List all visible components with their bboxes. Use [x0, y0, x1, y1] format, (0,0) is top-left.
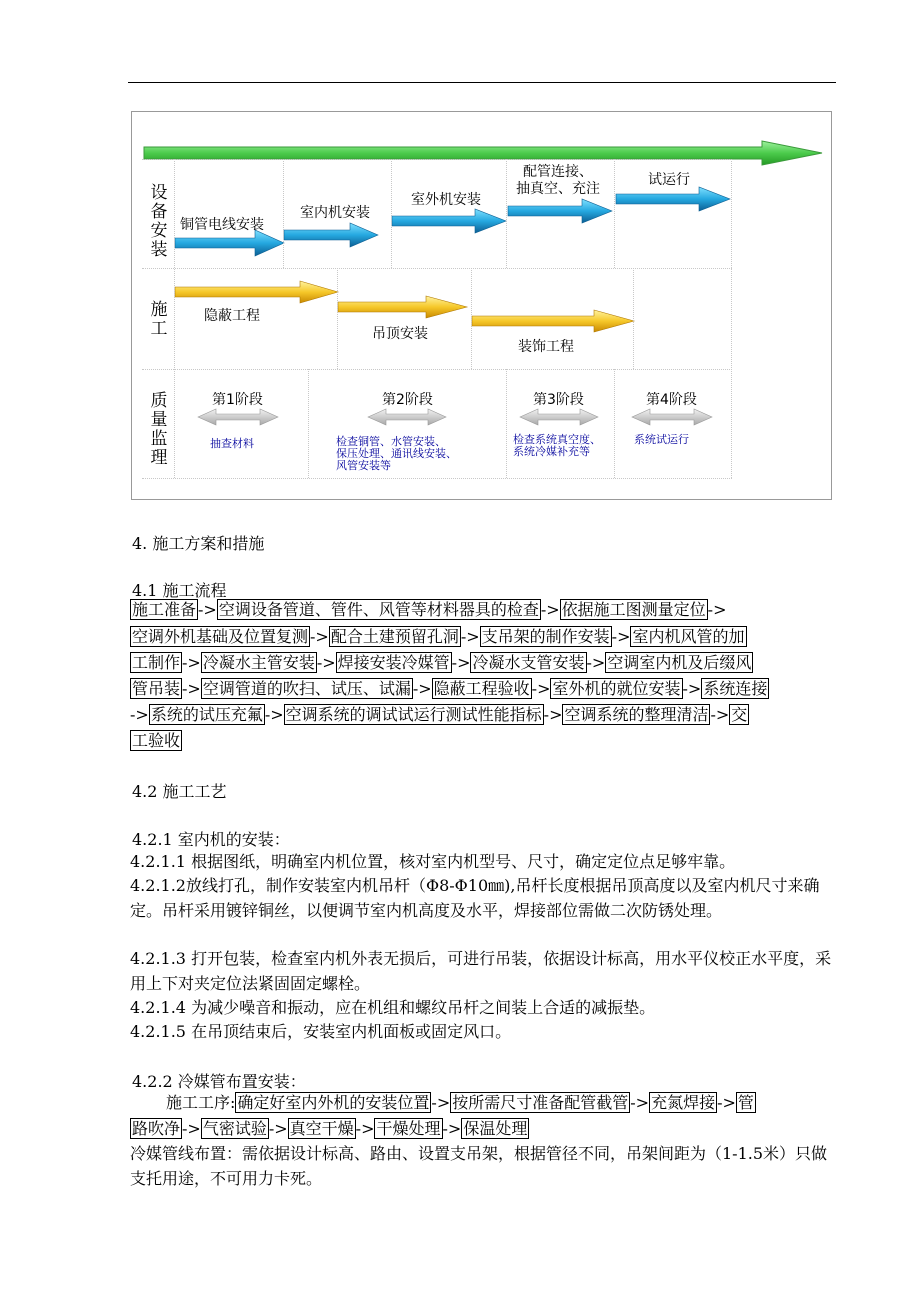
section-4-2-1-title: 4.2.1 室内机的安装：: [132, 830, 290, 849]
construction-step-3: 装饰工程: [518, 339, 574, 355]
flow-connector: ->: [310, 627, 329, 646]
paragraph-4-2-1-5: 4.2.1.5 在吊顶结束后，安装室内机面板或固定风口。: [130, 1022, 512, 1041]
section-4-2-title: 4.2 施工工艺: [132, 782, 227, 801]
construction-arrow-2: [338, 296, 467, 318]
flow-line: [130, 650, 753, 676]
equipment-step-4: 配管连接、 抽真空、充注: [516, 164, 600, 197]
flow-line: [130, 728, 182, 754]
flow-connector: ->: [540, 600, 560, 619]
stage-note-4: 系统试运行: [634, 433, 689, 446]
equipment-step-1: 铜管电线安装: [180, 217, 264, 233]
section-4-2-2-title: 4.2.2 冷媒管布置安装：: [132, 1072, 306, 1091]
grid-line: [174, 159, 175, 478]
flow-step: 系统连接: [703, 679, 768, 698]
flow-step: 室内机风管的加: [632, 627, 745, 646]
construction-step-2: 吊顶安装: [372, 326, 428, 342]
paragraph-4-2-1-1: 4.2.1.1 根据图纸，明确室内机位置，核对室内机型号、尺寸，确定定位点足够牢靠。: [130, 852, 736, 871]
flow-connector: ->: [182, 653, 201, 672]
flow-connector: ->: [442, 1119, 462, 1138]
flow-connector: 施工工序:: [166, 1093, 236, 1112]
flow-step: 管吊装: [132, 679, 181, 698]
grid-line: [731, 159, 732, 478]
flow-step: 交: [731, 705, 748, 724]
flow-step: 空调系统的调试试运行测试性能指标: [285, 705, 542, 724]
stage-label-2: 第2阶段: [382, 392, 433, 408]
flow-step: 依据施工图测量定位: [561, 600, 706, 619]
stage-arrow-1: [198, 409, 278, 425]
row-label-construction: 施工: [150, 300, 168, 339]
flow-connector: ->: [412, 679, 432, 698]
stage-label-1: 第1阶段: [212, 392, 263, 408]
flow-line: [130, 624, 747, 650]
flow-step: 空调系统的整理清洁: [564, 705, 709, 724]
flow-step: 工验收: [132, 731, 181, 750]
grid-line: [308, 369, 309, 478]
timeline-arrow: [144, 141, 822, 165]
equipment-step-3: 室外机安装: [411, 192, 481, 208]
flow-connector: ->: [431, 1093, 451, 1112]
flow-step: 按所需尺寸准备配管截管: [452, 1093, 629, 1112]
flow-connector: ->: [611, 627, 631, 646]
flow-connector: ->: [710, 705, 730, 724]
grid-line: [614, 369, 615, 478]
flow-line: [130, 676, 769, 702]
flow-connector: ->: [264, 705, 284, 724]
grid-line: [506, 159, 507, 268]
flow-line: [130, 702, 749, 728]
flow-step: 空调设备管道、管件、风管等材料器具的检查: [218, 600, 539, 619]
grid-line: [337, 268, 338, 369]
flow-connector: ->: [707, 600, 727, 619]
flow-step: 空调管道的吹扫、试压、试漏: [202, 679, 411, 698]
flow-step: 室外机的就位安装: [552, 679, 681, 698]
grid-line: [142, 159, 732, 160]
stage-note-1: 抽查材料: [210, 437, 254, 450]
flow-step: 支吊架的制作安装: [481, 627, 610, 646]
equipment-step-2: 室内机安装: [300, 205, 370, 221]
flow-connector: ->: [630, 1093, 650, 1112]
flow-step: 施工准备: [132, 600, 197, 619]
flow-connector: ->: [682, 679, 702, 698]
section-4-title: 4. 施工方案和措施: [132, 534, 265, 553]
equipment-arrow-4: [508, 199, 612, 223]
stage-label-4: 第4阶段: [646, 392, 697, 408]
stage-arrow-3: [520, 409, 598, 425]
flow-step: 真空干燥: [289, 1119, 354, 1138]
flow-connector: ->: [130, 705, 149, 724]
installation-process-diagram: [131, 111, 832, 500]
row-label-quality: 质量监理: [150, 391, 168, 468]
stage-arrow-2: [368, 409, 446, 425]
construction-arrow-1: [175, 281, 338, 303]
flow-line: [130, 597, 726, 623]
flow-step: 空调外机基础及位置复测: [132, 627, 309, 646]
row-label-equipment: 设备安装: [150, 183, 168, 260]
flow-connector: ->: [182, 1119, 201, 1138]
flow-connector: ->: [717, 1093, 736, 1112]
paragraph-4-2-1-3: 4.2.1.3 打开包装，检查室内机外表无损后，可进行吊装，依据设计标高，用水平仪校正水平度，采用上下对夹定位法紧固固定螺栓。: [130, 949, 832, 993]
flow-step: 系统的试压充氟: [150, 705, 263, 724]
paragraph-4-2-2: 冷媒管线布置：需依据设计标高、路由、设置支吊架，根据管径不同，吊架间距为（1-1.5米）只做支托用途，不可用力卡死。: [130, 1144, 828, 1188]
flow-step: 焊接安装冷媒管: [337, 653, 450, 672]
construction-step-1: 隐蔽工程: [204, 308, 260, 324]
flow-connector: ->: [543, 705, 563, 724]
grid-line: [142, 268, 732, 269]
flow-step: 空调室内机及后缀风: [607, 653, 752, 672]
flow-step: 配合土建预留孔洞: [330, 627, 459, 646]
flow-connector: ->: [198, 600, 217, 619]
flow-connector: ->: [316, 653, 336, 672]
stage-label-3: 第3阶段: [533, 392, 584, 408]
section-4-1-title: 4.1 施工流程: [132, 581, 227, 600]
flow-line: [130, 1116, 529, 1142]
paragraph-4-2-1-2: 4.2.1.2放线打孔，制作安装室内机吊杆（Φ8-Φ10㎜),吊杆长度根据吊顶高度以及室内机尺寸来确定。吊杆采用镀锌铜丝，以便调节室内机高度及水平，焊接部位需做二次防锈处理。: [130, 876, 820, 920]
stage-note-2: 检查铜管、水管安装、 保压处理、通讯线安装、 风管安装等: [336, 435, 457, 472]
flow-step: 工制作: [132, 653, 181, 672]
grid-line: [142, 478, 732, 479]
flow-connector: ->: [355, 1119, 375, 1138]
stage-arrow-4: [632, 409, 712, 425]
flow-step: 充氮焊接: [651, 1093, 716, 1112]
equipment-arrow-3: [392, 209, 506, 233]
flow-step: 管: [737, 1093, 754, 1112]
flow-connector: ->: [182, 679, 201, 698]
flow-step: 干燥处理: [376, 1119, 441, 1138]
flow-step: 隐蔽工程验收: [433, 679, 530, 698]
flow-step: 确定好室内外机的安装位置: [237, 1093, 430, 1112]
grid-line: [391, 159, 392, 268]
grid-line: [633, 268, 634, 369]
stage-note-3: 检查系统真空度、 系统冷媒补充等: [513, 433, 601, 458]
equipment-step-5: 试运行: [648, 172, 690, 188]
flow-connector: ->: [531, 679, 551, 698]
flow-step: 冷凝水主管安装: [202, 653, 315, 672]
grid-line: [283, 159, 284, 268]
flow-step: 冷凝水支管安装: [472, 653, 585, 672]
equipment-arrow-2: [284, 223, 378, 247]
grid-line: [614, 159, 615, 268]
flow-step: 保温处理: [463, 1119, 528, 1138]
header-rule: [128, 82, 836, 83]
grid-line: [471, 268, 472, 369]
paragraph-4-2-1-4: 4.2.1.4 为减少噪音和振动，应在机组和螺纹吊杆之间装上合适的减振垫。: [130, 998, 656, 1017]
flow-step: 路吹净: [132, 1119, 181, 1138]
flow-connector: ->: [586, 653, 606, 672]
flow-connector: ->: [268, 1119, 288, 1138]
grid-line: [506, 369, 507, 478]
equipment-arrow-5: [616, 187, 730, 211]
grid-line: [142, 369, 732, 370]
construction-arrow-3: [472, 310, 634, 332]
flow-connector: ->: [451, 653, 471, 672]
flow-step: 气密试验: [202, 1119, 267, 1138]
flow-line: [166, 1090, 756, 1116]
flow-connector: ->: [460, 627, 480, 646]
